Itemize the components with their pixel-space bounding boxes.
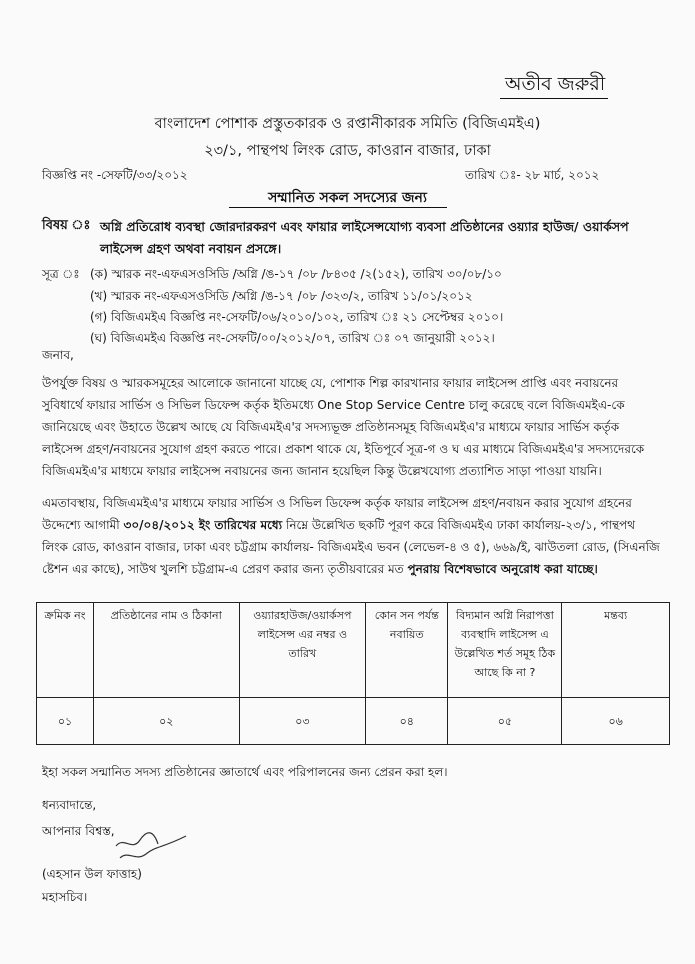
paragraph-request	[42, 492, 662, 580]
table-cell: ০৪	[366, 698, 448, 745]
deadline-text: ৩০/০৪/২০১২ ইং তারিখের মধ্যে	[123, 518, 283, 532]
table-cell: ০২	[93, 698, 239, 745]
memo-number: বিজ্ঞপ্তি নং -সেফটি/৩৩/২০১২	[42, 168, 188, 182]
signatory-name: (এহসান উল ফাত্তাহ)	[42, 867, 142, 881]
table-cell: ০১	[37, 698, 94, 745]
table-header-row	[37, 603, 670, 698]
memo-date: তারিখ ঃ- ২৮ মার্চ, ২০১২	[465, 168, 600, 182]
column-header: ক্রমিক নং	[37, 603, 94, 698]
table-cell: ০৫	[448, 698, 562, 745]
reference-item: (ক) স্মারক নং-এফএসওসিডি /অগ্নি /ঙ-১৭ /০৮ /৮৪৩৫ /২(১৫২), তারিখ ৩০/০৮/১০	[90, 267, 502, 281]
closing-note: ইহা সকল সন্মানিত সদস্য প্রতিষ্ঠানের জ্ঞাতার্থে এবং পরিপালনের জন্য প্রেরন করা হল।	[42, 765, 448, 779]
closing-thanks: ধন্যবাদান্তে,	[42, 798, 97, 812]
paragraph-context: উপর্যুক্ত বিষয় ও স্মারকসমূহের আলোকে জানানো যাচ্ছে যে, পোশাক শিল্প কারখানার ফায়ার লাইসেন্স প্রাপ্তি এবং নবায়নের সুবিধার্থে ফায়ার সার্ভিস ও সিভিল ডিফেন্স কর্তৃক ইতিমধ্যে One Stop Service Centre চালু করেছে বলে বিজিএমইএ-কে জানিয়েছে এবং উহাতে উল্লেখ আছে যে বিজিএমইএ'র সদস্যভূক্ত প্রতিষ্ঠানসমূহ বিজিএমইএ'র মাধ্যমে ফায়ার সার্ভিস কর্তৃক লাইসেন্স গ্রহণ/নবায়নের সুযোগ গ্রহণ করতে পারে। প্রকাশ থাকে যে, ইতিপূর্বে সূত্র-গ ও ঘ এর মাধ্যমে বিজিএমইএ'র সদস্যদেরকে বিজিএমইএ'র মাধ্যমে ফায়ার লাইসেন্স নবায়নের জন্য জানান হয়েছিল কিন্তু উল্লেখযোগ্য প্রত্যাশিত সাড়া পাওয়া যায়নি।	[42, 376, 645, 478]
table-cell: ০৬	[562, 698, 670, 745]
reference-item: (খ) স্মারক নং-এফএসওসিডি /অগ্নি /ঙ-১৭ /০৮ /৩২৩/২, তারিখ ১১/০১/২০১২	[90, 289, 473, 303]
table-row	[37, 698, 670, 745]
emphasis-text: পুনরায় বিশেষভাবে অনুরোধ করা যাচ্ছে।	[407, 562, 598, 576]
reference-item: (ঘ) বিজিএমইএ বিজ্ঞপ্তি নং-সেফটি/০০/২০১২/০৭, তারিখ ঃ ০৭ জানুয়ারী ২০১২।	[90, 331, 495, 345]
column-header: বিদ্যমান অগ্নি নিরাপত্তা ব্যবস্থাদি লাইসেন্স এ উল্লেখিত শর্ত সমূহ ঠিক আছে কি না ?	[448, 603, 562, 698]
salutation: জনাব,	[42, 348, 74, 362]
reference-label: সূত্র ঃ	[42, 267, 80, 281]
urgency-underline	[500, 98, 608, 99]
request-text-cont: নিম্নে উল্লেখিত ছকটি পূরণ করে বিজিএমইএ ঢাকা কার্যালয়-২৩/১, পান্থপথ লিংক রোড, কাওরান বাজার, ঢাকা এবং চট্টগ্রাম কার্যালয়- বিজিএমইএ ভবন (লেভেল-৪ ও ৫), ৬৬৯/ই, ঝাউতলা রোড, (সিএনজি ষ্টেশন এর কাছে), সাউথ খুলশি চট্টগ্রাম-এ প্রেরণ করার জন্য তৃতীয়বারের মত	[42, 518, 660, 576]
table-cell: ০৩	[239, 698, 366, 745]
org-address: ২৩/১, পান্থপথ লিংক রোড, কাওরান বাজার, ঢাকা	[204, 143, 491, 159]
column-header: মন্তব্য	[562, 603, 670, 698]
license-info-table	[36, 602, 670, 745]
request-text: এমতাবস্থায়, বিজিএমইএ'র মাধ্যমে ফায়ার সার্ভিস ও সিভিল ডিফেন্স কর্তৃক ফায়ার লাইসেন্স গ্রহণ/নবায়ন করার সুযোগ গ্রহনের উদ্দেশ্যে আগামী	[42, 496, 632, 532]
org-name: বাংলাদেশ পোশাক প্রস্তুতকারক ও রপ্তানীকারক সমিতি (বিজিএমইএ)	[154, 116, 541, 132]
subject-text: অগ্নি প্রতিরোধ ব্যবস্থা জোরদারকরণ এবং ফায়ার লাইসেন্সযোগ্য ব্যবসা প্রতিষ্ঠানের ওয়্যার হাউজ/ ওয়ার্কসপ লাইসেন্স গ্রহণ অথবা নবায়ন প্রসঙ্গে।	[100, 219, 629, 256]
reference-item: (গ) বিজিএমইএ বিজ্ঞপ্তি নং-সেফটি/০৬/২০১০/১০২, তারিখ ঃ ২১ সেপ্টেম্বর ২০১০।	[90, 310, 504, 324]
column-header: ওয়্যারহাউজ/ওয়ার্কসপ লাইসেন্স এর নম্বর ও তারিখ	[239, 603, 366, 698]
closing-yours: আপনার বিশ্বস্ত,	[42, 824, 115, 838]
column-header: কোন সন পর্যন্ত নবায়িত	[366, 603, 448, 698]
handwritten-signature	[96, 818, 196, 868]
urgency-label: অতীব জরুরী	[505, 73, 606, 95]
signatory-designation: মহাসচিব।	[42, 890, 88, 904]
column-header: প্রতিষ্ঠানের নাম ও ঠিকানা	[93, 603, 239, 698]
addressee-underline	[229, 207, 447, 208]
subject-label: বিষয় ঃ	[42, 218, 91, 233]
addressee-heading: সম্মানিত সকল সদস্যের জন্য	[268, 190, 427, 206]
